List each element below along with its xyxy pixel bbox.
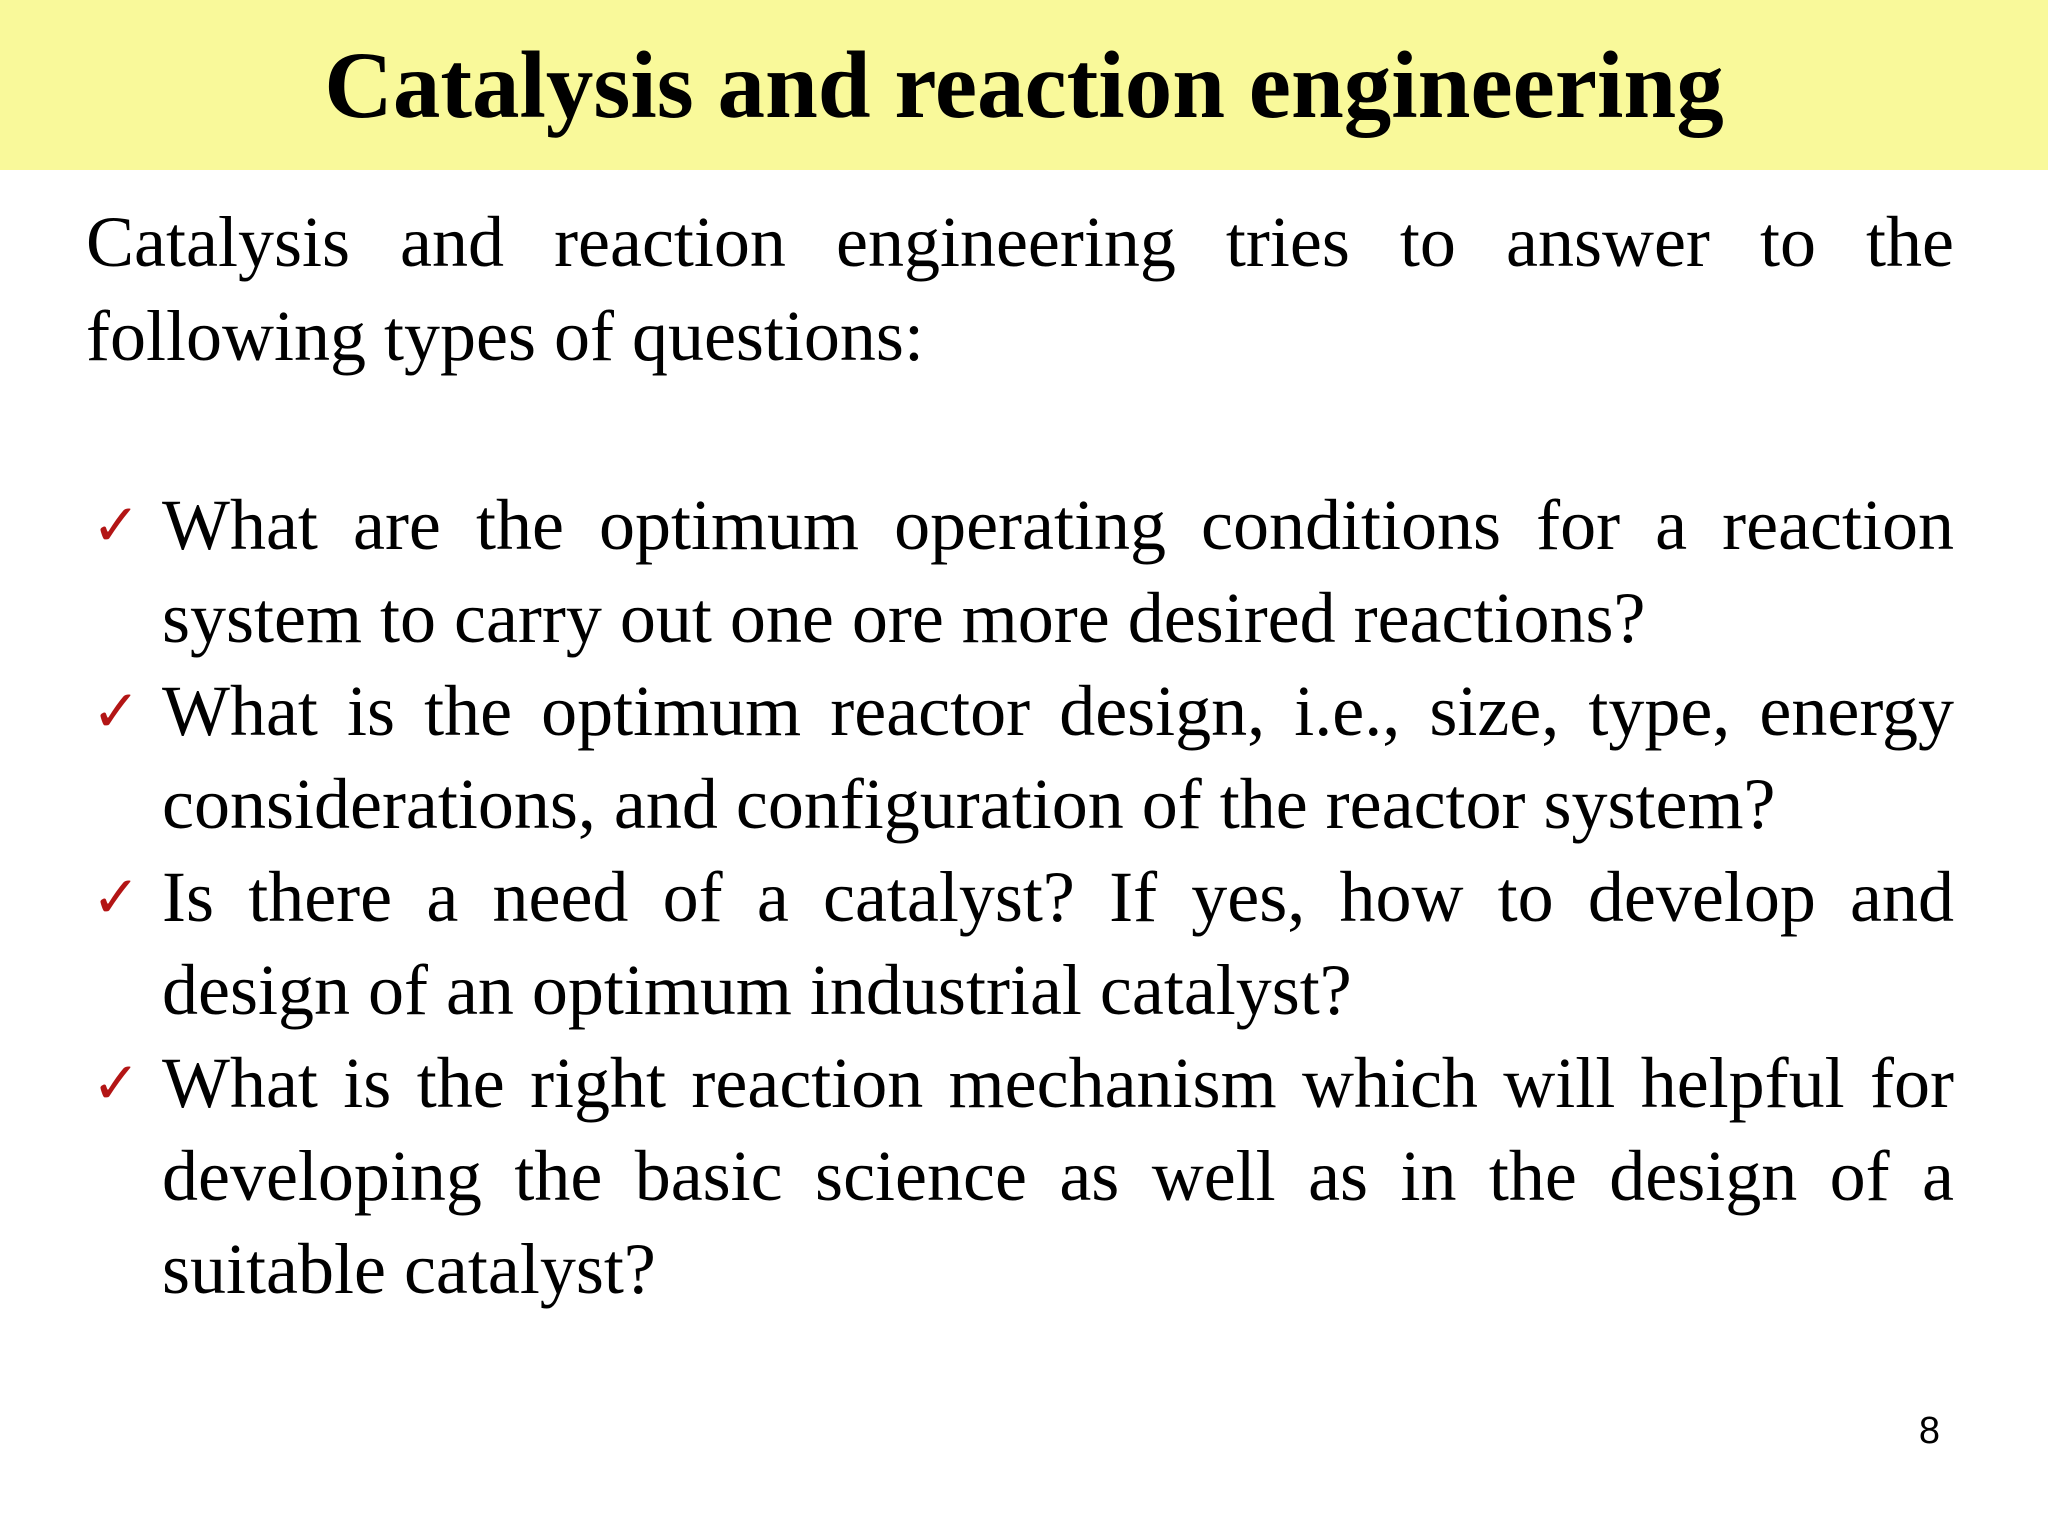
intro-paragraph: Catalysis and reaction engineering tries to answer to the following types of questions: <box>86 202 1954 376</box>
page-number: 8 <box>1918 1410 1940 1452</box>
checkmark-icon: ✓ <box>91 1049 141 1117</box>
bullet-item <box>86 851 1954 1037</box>
bullet-text: What is the optimum reactor design, i.e., size, type, energy considerations, and configuration of the reactor system? <box>162 671 1954 844</box>
bullet-text: What is the right reaction mechanism which will helpful for developing the basic science as well as in the design of a suitable catalyst? <box>162 1043 1954 1309</box>
checkmark-icon: ✓ <box>91 677 141 745</box>
bullet-list <box>86 479 1954 1316</box>
bullet-text: What are the optimum operating conditions for a reaction system to carry out one ore more desired reactions? <box>162 485 1954 658</box>
slide-title: Catalysis and reaction engineering <box>324 32 1724 138</box>
bullet-item <box>86 479 1954 665</box>
bullet-text: Is there a need of a catalyst? If yes, how to develop and design of an optimum industrial catalyst? <box>162 857 1954 1030</box>
checkmark-icon: ✓ <box>91 491 141 559</box>
bullet-item <box>86 665 1954 851</box>
bullet-item <box>86 1037 1954 1316</box>
checkmark-icon: ✓ <box>91 863 141 931</box>
